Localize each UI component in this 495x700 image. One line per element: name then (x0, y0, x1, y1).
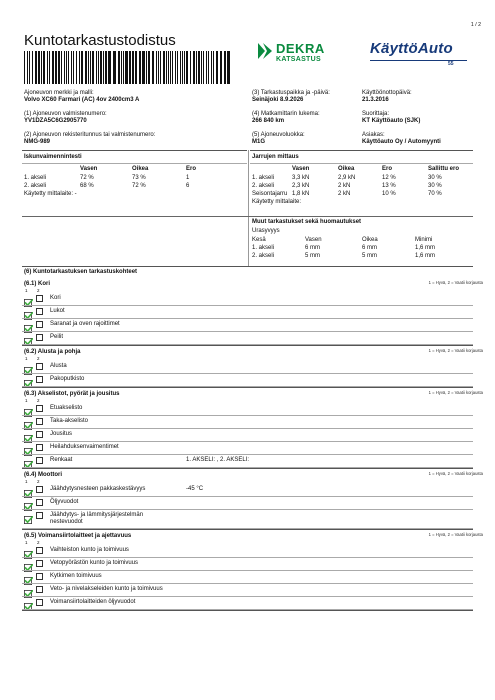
barcode-bar (81, 51, 83, 84)
item-label: Alusta (50, 363, 67, 369)
brake-title-rule (250, 163, 473, 164)
barcode-bar (196, 51, 197, 84)
brake-row2-allowed: 30 % (428, 183, 442, 189)
shock-row2-label: 2. akseli (24, 183, 47, 189)
shock-title-rule (22, 163, 247, 164)
repair-checkbox[interactable] (36, 486, 43, 493)
good-checkbox-checked[interactable] (24, 585, 33, 593)
shock-row2-right: 72 % (132, 183, 146, 189)
item-label: Jousitus (50, 431, 73, 437)
barcode-bar (100, 51, 102, 84)
barcode-bar (170, 51, 171, 84)
shock-row2-diff: 6 (186, 183, 190, 189)
barcode-bar (168, 51, 169, 84)
item-label: Heilahduksenvaimentimet (50, 444, 119, 450)
barcode-bar (166, 51, 167, 84)
shock-top-rule (22, 150, 247, 151)
barcode-bar (175, 51, 176, 84)
intro-value: 21.3.2016 (362, 97, 389, 103)
barcode-bar (129, 51, 131, 84)
item-label: Kytkimen toimivuus (50, 573, 102, 579)
section-title: (6.5) Voimansiirtolaitteet ja ajettavuus (24, 533, 132, 539)
brake-row2-right: 2 kN (338, 183, 351, 189)
item-rule (22, 305, 473, 306)
column-two-label: 2 (37, 540, 40, 545)
dekra-sub: KATSASTUS (276, 56, 321, 63)
brake-row3-allowed: 70 % (428, 191, 442, 197)
item-label: Saranat ja oven rajoittimet (50, 321, 120, 327)
item-rule (22, 557, 473, 558)
barcode-bar (61, 51, 62, 84)
shock-title: Iskunvaimennintesti (24, 154, 82, 160)
barcode-bar (43, 51, 45, 84)
repair-checkbox[interactable] (36, 431, 43, 438)
barcode-bar (41, 51, 42, 84)
barcode-bar (103, 51, 104, 84)
repair-checkbox[interactable] (36, 586, 43, 593)
barcode-bar (213, 51, 214, 84)
barcode-bar (216, 51, 218, 84)
barcode-bar (158, 51, 159, 84)
item-label: Jäähdytysnesteen pakkaskestävyys (50, 486, 146, 492)
barcode-bar (160, 51, 161, 84)
item-rule (22, 441, 473, 442)
item-label: Veto- ja nivelakseleiden kunto ja toimivuus (50, 586, 163, 592)
barcode-bar (180, 51, 181, 84)
shock-row1-diff: 1 (186, 175, 190, 181)
section-rule (22, 387, 473, 388)
item-rule (22, 496, 473, 497)
page-title: Kuntotarkastustodistus (24, 32, 176, 49)
barcode-bar (203, 51, 204, 84)
barcode-bar (27, 51, 28, 84)
barcode-bar (135, 51, 137, 84)
column-two-label: 2 (37, 288, 40, 293)
barcode-bar (47, 51, 48, 84)
column-one-label: 1 (25, 398, 28, 403)
other-row2-left: 5 mm (305, 253, 320, 259)
barcode-bar (73, 51, 74, 84)
class-value: M1G (252, 139, 266, 145)
place-label: (3) Tarkastuspaikka ja -päivä: (252, 90, 330, 96)
brake-row3-right: 2 kN (338, 191, 351, 197)
brake-row1-left: 3,3 kN (292, 175, 310, 181)
repair-checkbox[interactable] (36, 444, 43, 451)
barcode-bar (52, 51, 54, 84)
column-one-label: 1 (25, 540, 28, 545)
kayttoauto-sub: 55 (448, 61, 454, 67)
good-checkbox-checked[interactable] (24, 307, 33, 315)
column-two-label: 2 (37, 398, 40, 403)
barcode-bar (68, 51, 69, 84)
checks-title: (6) Kuntotarkastuksen tarkastuskohteet (24, 269, 138, 275)
repair-checkbox[interactable] (36, 308, 43, 315)
section-title: (6.1) Kori (24, 281, 51, 287)
section-legend: 1 = Hyvä, 2 = Vaatii korjausta (428, 390, 483, 395)
repair-checkbox[interactable] (36, 547, 43, 554)
item-label: Jäähdytys- ja lämmitysjärjestelmän (50, 512, 144, 518)
shock-row1-label: 1. akseli (24, 175, 47, 181)
good-checkbox-checked[interactable] (24, 362, 33, 370)
other-row2-min: 1,6 mm (415, 253, 436, 259)
performer-label: Suorittaja: (362, 111, 390, 117)
item-rule (22, 373, 473, 374)
measure-divider (248, 150, 249, 266)
barcode-bar (125, 51, 128, 84)
section-title: (6.4) Moottori (24, 472, 62, 478)
item-label: Pakoputkisto (50, 376, 85, 382)
vin-label: (1) Ajoneuvon valmistenumero: (24, 111, 107, 117)
item-rule (22, 509, 473, 510)
good-checkbox-checked[interactable] (24, 375, 33, 383)
barcode-bar (224, 51, 226, 84)
vehicle-value: Volvo XC60 Farmari (AC) 4ov 2400cm3 A (24, 97, 140, 103)
dekra-logo (258, 40, 338, 70)
good-checkbox-checked[interactable] (24, 404, 33, 412)
item-label: Taka-akselisto (50, 418, 89, 424)
brake-head-diff: Ero (382, 166, 393, 172)
brake-row2-diff: 13 % (382, 183, 396, 189)
repair-checkbox[interactable] (36, 457, 43, 464)
other-row1-min: 1,6 mm (415, 245, 436, 251)
barcode-bar (211, 51, 212, 84)
barcode-bar (88, 51, 89, 84)
repair-checkbox[interactable] (36, 363, 43, 370)
section-rule (22, 610, 473, 611)
item-label: Kori (50, 295, 61, 301)
shock-device: Käytetty mittalaite: - (24, 191, 77, 197)
brake-device: Käytetty mittalaite: (252, 199, 302, 205)
odo-label: (4) Matkamittarin lukema: (252, 111, 320, 117)
barcode-bar (79, 51, 80, 84)
barcode-bar (118, 51, 120, 84)
brake-head-right: Oikea (338, 166, 355, 172)
barcode-bar (163, 51, 165, 84)
good-checkbox-checked[interactable] (24, 456, 33, 464)
good-checkbox-checked[interactable] (24, 498, 33, 506)
barcode-bar (32, 51, 33, 84)
odo-value: 266 840 km (252, 118, 285, 124)
brake-row3-diff: 10 % (382, 191, 396, 197)
good-checkbox-checked[interactable] (24, 443, 33, 451)
barcode-bar (58, 51, 60, 84)
customer-label: Asiakas: (362, 132, 385, 138)
other-top-rule (22, 216, 473, 217)
barcode-bar (177, 51, 178, 84)
shock-head-right: Oikea (132, 166, 149, 172)
repair-checkbox[interactable] (36, 321, 43, 328)
good-checkbox-checked[interactable] (24, 546, 33, 554)
section-legend: 1 = Hyvä, 2 = Vaatii korjausta (428, 471, 483, 476)
reg-value: NMG-989 (24, 139, 51, 145)
barcode-bar (182, 51, 183, 84)
brake-row3-label: Seisontajarru (252, 191, 288, 197)
item-rule (22, 428, 473, 429)
barcode-bar (35, 51, 37, 84)
section-rule (22, 468, 473, 469)
barcode-bar (49, 51, 50, 84)
item-rule (22, 331, 473, 332)
barcode-bar (193, 51, 195, 84)
vehicle-label: Ajoneuvon merkki ja malli: (24, 90, 94, 96)
other-row1-right: 6 mm (362, 245, 377, 251)
section-legend: 1 = Hyvä, 2 = Vaatii korjausta (428, 532, 483, 537)
barcode-bar (148, 51, 150, 84)
other-row2-right: 5 mm (362, 253, 377, 259)
repair-checkbox[interactable] (36, 560, 43, 567)
repair-checkbox[interactable] (36, 295, 43, 302)
barcode-bar (156, 51, 157, 84)
barcode-bar (38, 51, 40, 84)
brake-row3-left: 1,8 kN (292, 191, 310, 197)
section-title: (6.2) Alusta ja pohja (24, 349, 81, 355)
repair-checkbox[interactable] (36, 376, 43, 383)
brake-row2-label: 2. akseli (252, 183, 275, 189)
repair-checkbox[interactable] (36, 599, 43, 606)
brake-row1-right: 2,9 kN (338, 175, 356, 181)
other-row1-left: 6 mm (305, 245, 320, 251)
barcode-bar (227, 51, 230, 84)
repair-checkbox[interactable] (36, 405, 43, 412)
item-label: Voimansiirtolaitteiden öljyvuodot (50, 599, 136, 605)
other-row2-label: 2. akseli (252, 253, 275, 259)
barcode-bar (198, 51, 200, 84)
good-checkbox-checked[interactable] (24, 320, 33, 328)
dekra-text: DEKRA (276, 41, 325, 56)
barcode-bar (152, 51, 154, 84)
class-label: (5) Ajoneuvoluokka: (252, 132, 305, 138)
good-checkbox-checked[interactable] (24, 598, 33, 606)
good-checkbox-checked[interactable] (24, 294, 33, 302)
item-label: Etuakselisto (50, 405, 83, 411)
page-number: 1 / 2 (470, 22, 481, 28)
barcode-bar (139, 51, 141, 84)
barcode-bar (96, 51, 97, 84)
other-head-season: Kesä (252, 237, 266, 243)
brake-head-allowed: Sallittu ero (428, 166, 460, 172)
shock-head-diff: Ero (186, 166, 197, 172)
column-two-label: 2 (37, 356, 40, 361)
item-label: Peilit (50, 334, 64, 340)
reg-label: (2) Ajoneuvon rekisteritunnus tai valmistenumero: (24, 132, 156, 138)
item-rule (22, 596, 473, 597)
shock-row1-right: 73 % (132, 175, 146, 181)
other-head-left: Vasen (305, 237, 322, 243)
item-rule (22, 454, 473, 455)
column-one-label: 1 (25, 479, 28, 484)
good-checkbox-checked[interactable] (24, 572, 33, 580)
brake-row1-allowed: 30 % (428, 175, 442, 181)
brake-row2-left: 2,3 kN (292, 183, 310, 189)
column-one-label: 1 (25, 356, 28, 361)
section-title: (6.3) Akselistot, pyörät ja jousitus (24, 391, 120, 397)
barcode-bar (92, 51, 94, 84)
section-rule (22, 529, 473, 530)
item-rule (22, 318, 473, 319)
section-legend: 1 = Hyvä, 2 = Vaatii korjausta (428, 348, 483, 353)
item-rule (22, 583, 473, 584)
good-checkbox-checked[interactable] (24, 430, 33, 438)
brake-top-rule (250, 150, 473, 151)
intro-label: Käyttöönottopäivä: (362, 90, 412, 96)
barcode-bar (66, 51, 67, 84)
barcode-bar (90, 51, 91, 84)
barcode-bar (98, 51, 99, 84)
barcode-bar (121, 51, 122, 84)
barcode-bar (76, 51, 77, 84)
item-label: Vetopyörästön kunto ja toimivuus (50, 560, 139, 566)
barcode-bar (24, 51, 25, 84)
barcode-bar (132, 51, 134, 84)
barcode-bar (105, 51, 107, 84)
repair-checkbox[interactable] (36, 573, 43, 580)
item-label-cont: nestevuodot (50, 519, 83, 525)
repair-checkbox[interactable] (36, 499, 43, 506)
other-sub: Urasyvyys (252, 228, 280, 234)
column-one-label: 1 (25, 288, 28, 293)
barcode-bar (142, 51, 145, 84)
barcode-bar (206, 51, 207, 84)
item-label: Vaihteiston kunto ja toimivuus (50, 547, 129, 553)
performer-value: KT Käyttöauto (SJK) (362, 118, 421, 124)
barcode-bar (55, 51, 57, 84)
brake-row1-label: 1. akseli (252, 175, 275, 181)
barcode (24, 51, 234, 84)
item-label: Renkaat (50, 457, 73, 463)
good-checkbox-checked[interactable] (24, 333, 33, 341)
barcode-bar (123, 51, 124, 84)
customer-value: Käyttöauto Oy / Automyynti (362, 139, 441, 145)
barcode-bar (71, 51, 72, 84)
brake-title: Jarrujen mittaus (252, 154, 299, 160)
barcode-bar (190, 51, 191, 84)
checks-top-rule (22, 266, 473, 267)
barcode-bar (29, 51, 30, 84)
barcode-bar (186, 51, 188, 84)
item-rule (22, 570, 473, 571)
other-head-right: Oikea (362, 237, 378, 243)
good-checkbox-checked[interactable] (24, 485, 33, 493)
section-rule (22, 345, 473, 346)
repair-checkbox[interactable] (36, 418, 43, 425)
shock-row2-left: 68 % (80, 183, 94, 189)
good-checkbox-checked[interactable] (24, 417, 33, 425)
vin-value: YV1DZA5C6G2905770 (24, 118, 87, 124)
other-title: Muut tarkastukset sekä huomautukset (252, 219, 362, 225)
section-legend: 1 = Hyvä, 2 = Vaatii korjausta (428, 280, 483, 285)
good-checkbox-checked[interactable] (24, 511, 33, 519)
shock-head-left: Vasen (80, 166, 98, 172)
barcode-bar (108, 51, 111, 84)
item-note: 1. AKSELI: , 2. AKSELI: (186, 457, 250, 463)
barcode-bar (184, 51, 185, 84)
brake-row1-diff: 12 % (382, 175, 396, 181)
barcode-bar (220, 51, 222, 84)
barcode-bar (201, 51, 202, 84)
repair-checkbox[interactable] (36, 512, 43, 519)
other-row1-label: 1. akseli (252, 245, 275, 251)
item-label: Lukot (50, 308, 65, 314)
repair-checkbox[interactable] (36, 334, 43, 341)
shock-row1-left: 72 % (80, 175, 94, 181)
brake-head-left: Vasen (292, 166, 310, 172)
barcode-bar (146, 51, 147, 84)
kayttoauto-logo: KäyttöAuto (370, 40, 453, 57)
barcode-bar (113, 51, 116, 84)
dekra-logo-icon (258, 43, 272, 59)
item-rule (22, 415, 473, 416)
barcode-bar (172, 51, 173, 84)
barcode-bar (85, 51, 87, 84)
item-label: Öljyvuodot (50, 499, 79, 505)
good-checkbox-checked[interactable] (24, 559, 33, 567)
place-value: Seinäjoki 8.9.2026 (252, 97, 304, 103)
barcode-bar (208, 51, 209, 84)
other-head-min: Minimi (415, 237, 433, 243)
barcode-bar (64, 51, 65, 84)
item-note: -45 °C (186, 486, 204, 492)
column-two-label: 2 (37, 479, 40, 484)
